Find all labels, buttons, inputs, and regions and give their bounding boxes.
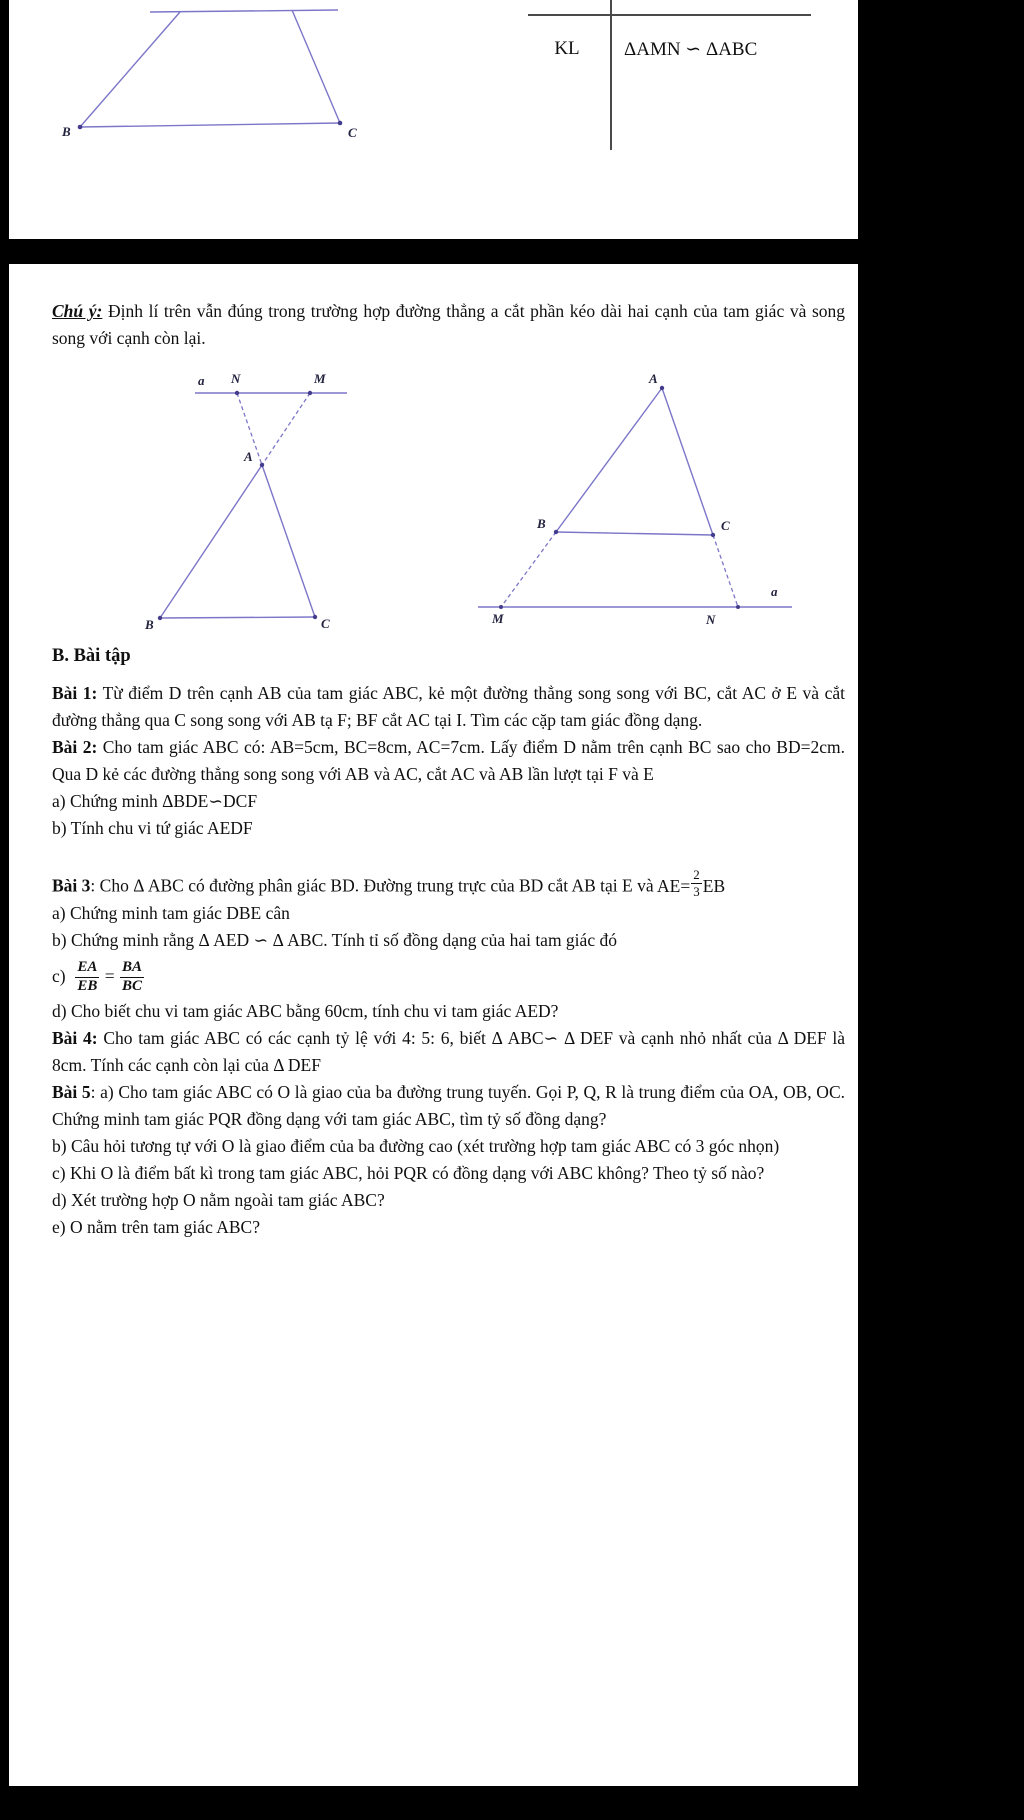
note-text: Định lí trên vẫn đúng trong trường hợp đường thẳng a cắt phần kéo dài hai cạnh của tam giác và song song với cạnh còn lại. — [52, 301, 846, 348]
exercise-3-text: : Cho Δ ABC có đường phân giác BD. Đường trung trực của BD cắt AB tại E và — [90, 875, 658, 896]
exercises-column — [52, 680, 845, 1241]
exercise-2-label: Bài 2: — [52, 737, 98, 757]
point-n-label: N — [706, 612, 716, 627]
vertex-b-dot — [554, 530, 558, 534]
vertex-b-dot — [158, 616, 162, 620]
point-m-label: M — [492, 611, 504, 626]
point-m-label: M — [314, 371, 326, 386]
section-heading: B. Bài tập — [52, 646, 131, 666]
vertex-a-label: A — [244, 449, 253, 464]
point-n-dot — [736, 605, 740, 609]
vertex-c-dot — [313, 615, 317, 619]
exercise-5-item-b: b) Câu hỏi tương tự với O là giao điểm của ba đường cao (xét trường hợp tam giác ABC có 3 góc nhọn) — [52, 1135, 780, 1156]
exercise-3-ae-expression — [657, 867, 726, 899]
triangle-lines — [556, 388, 713, 535]
exercise-5-label: Bài 5 — [52, 1081, 91, 1102]
exercise-3-item-d: d) Cho biết chu vi tam giác ABC bằng 60cm, tính chu vi tam giác AED? — [52, 1000, 559, 1021]
vertex-c-label: C — [321, 616, 330, 631]
exercise-5-paragraph — [52, 1079, 845, 1133]
point-n-label: N — [231, 371, 241, 386]
bottom-edge-band — [0, 1786, 1024, 1820]
vertex-c-dot — [711, 533, 715, 537]
exercise-5-item-e: e) O nằm trên tam giác ABC? — [52, 1216, 260, 1237]
triangle-lines — [160, 465, 315, 618]
vertex-a-dot — [660, 386, 664, 390]
kl-statement: ΔAMN ∽ ΔABC — [624, 39, 758, 60]
exercise-2-item-b: b) Tính chu vi tứ giác AEDF — [52, 818, 253, 838]
figure-triangle-abc-top — [40, 0, 380, 160]
vertex-b-label: B — [62, 124, 71, 139]
exercise-4-label: Bài 4: — [52, 1027, 98, 1048]
right-edge-band — [858, 0, 1024, 1820]
point-m-dot — [499, 605, 503, 609]
exercise-3-item-b: b) Chứng minh rằng Δ AED ∽ Δ ABC. Tính tỉ số đồng dạng của hai tam giác đó — [52, 929, 617, 950]
figure-extension-left — [140, 368, 370, 640]
exercise-3-item-c — [52, 956, 845, 996]
triangle-lines — [80, 10, 340, 127]
exercise-4-text: Cho tam giác ABC có các cạnh tỷ lệ với 4: 5: 6, biết Δ ABC∽ Δ DEF và cạnh nhỏ nhất của Δ DEF là 8cm. Tính các cạnh còn lại của Δ DEF — [52, 1027, 845, 1075]
left-edge-band — [0, 0, 9, 1820]
line-a-label: a — [771, 584, 778, 599]
fraction-ea-eb: $\frac{EA}{EB}$ — [77, 958, 98, 994]
item-c-label: c) — [52, 965, 66, 986]
vertex-a-label: A — [649, 371, 658, 386]
fraction-ba-bc: $\frac{BA}{BC}$ — [122, 958, 143, 994]
note-paragraph — [52, 298, 845, 352]
vertex-b-label: B — [145, 617, 154, 632]
equals-sign: = — [104, 965, 115, 986]
point-m-dot — [308, 391, 312, 395]
exercise-5-item-d: d) Xét trường hợp O nằm ngoài tam giác ABC? — [52, 1189, 385, 1210]
vertex-b-label: B — [537, 516, 546, 531]
exercise-3-item-a: a) Chứng minh tam giác DBE cân — [52, 902, 290, 923]
gt-kl-table — [528, 0, 828, 155]
figure-extension-right — [468, 368, 808, 630]
fraction-two-thirds: $\frac{2}{3}$ — [693, 867, 700, 899]
exercise-1-text: Từ điểm D trên cạnh AB của tam giác ABC, kẻ một đường thẳng song song với BC, cắt AC ở E và cắt đường thẳng qua C song song với AB tạ F; BF cắt AC tại I. Tìm các cặp tam giác đồng dạng. — [52, 683, 845, 730]
exercise-1-paragraph — [52, 680, 845, 734]
vertex-c-dot — [338, 121, 343, 126]
note-label: Chú ý: — [52, 301, 103, 321]
exercise-3-label: Bài 3 — [52, 875, 91, 896]
ae-suffix: EB — [702, 875, 726, 896]
exercise-2-paragraph — [52, 734, 845, 788]
exercise-4-paragraph — [52, 1025, 845, 1079]
exercise-1-label: Bài 1: — [52, 683, 98, 703]
vertex-c-label: C — [721, 518, 730, 533]
vertex-c-label: C — [348, 125, 357, 140]
table-top-rule — [528, 14, 811, 16]
vertex-a-dot — [260, 463, 264, 467]
exercise-5-text: : a) Cho tam giác ABC có O là giao của ba đường trung tuyến. Gọi P, Q, R là trung điểm của OA, OB, OC. Chứng minh tam giác PQR đồng dạng với tam giác ABC, tìm tỷ số đồng dạng? — [52, 1081, 845, 1129]
dashed-extensions — [501, 532, 738, 607]
point-n-dot — [235, 391, 239, 395]
exercise-2-text: Cho tam giác ABC có: AB=5cm, BC=8cm, AC=7cm. Lấy điểm D nằm trên cạnh BC sao cho BD=2cm. Qua D kẻ các đường thẳng song song với AB và AC, cắt AC và AB lần lượt tại F và E — [52, 737, 845, 784]
vertex-b-dot — [78, 125, 83, 130]
table-divider-rule — [610, 0, 612, 150]
exercise-2-item-a: a) Chứng minh ΔBDE∽DCF — [52, 791, 258, 811]
line-a-label: a — [198, 373, 205, 388]
exercise-5-item-c: c) Khi O là điểm bất kì trong tam giác ABC, hỏi PQR có đồng dạng với ABC không? Theo tỷ số nào? — [52, 1162, 765, 1183]
exercise-3-paragraph — [52, 868, 845, 900]
kl-cell: KL — [554, 38, 580, 59]
ae-prefix: AE= — [657, 875, 691, 896]
